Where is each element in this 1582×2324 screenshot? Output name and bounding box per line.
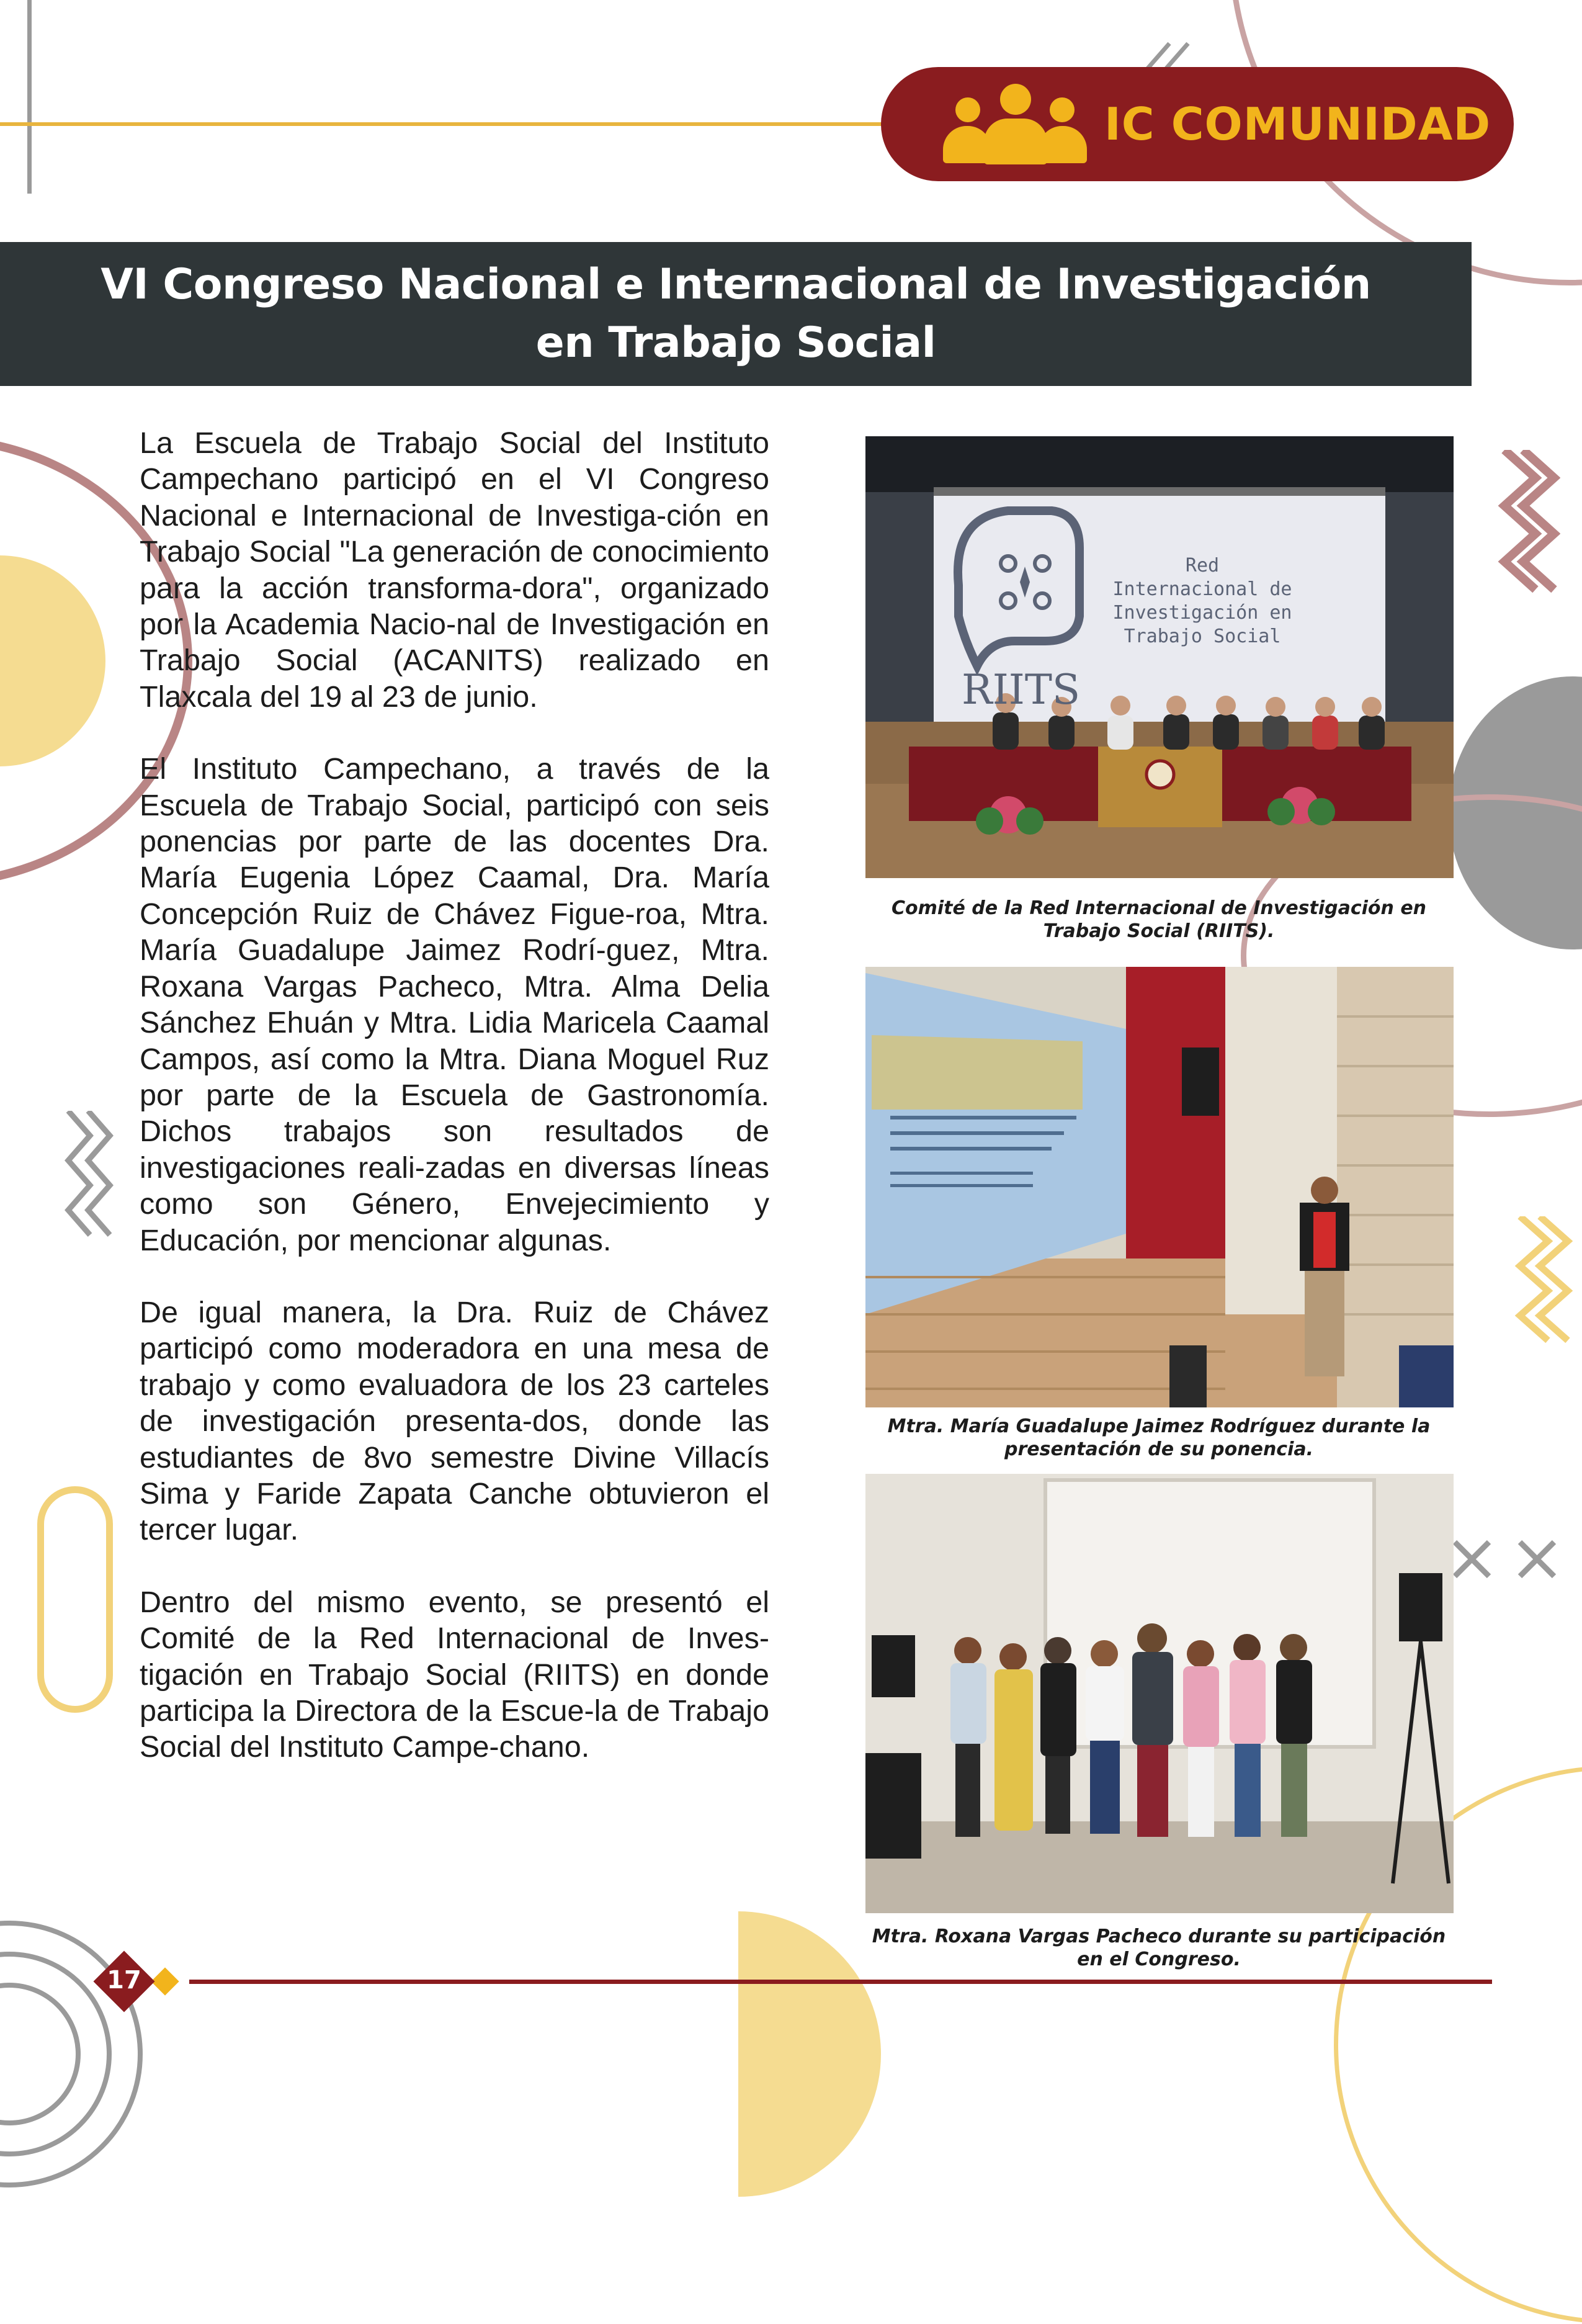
- article-paragraph: Dentro del mismo evento, se presentó el Comité de la Red Internacional de Inves-tigación en Trabajo Social (RIITS) en donde participa la Directora de la Escue-la de Trabajo Social del Instituto Campe-chano.: [140, 1585, 769, 1764]
- screen-text-block: [1100, 554, 1305, 648]
- screen-text-line: Investigación en: [1112, 602, 1292, 624]
- article-paragraph: La Escuela de Trabajo Social del Instituto Campechano participó en el VI Congreso Nacional e Internacional de Investiga-ción en Trabajo Social "La generación de conocimiento para la acción transforma-dora", organizado por la Academia Nacio-nal de Investigación en Trabajo Social (ACANITS) realizado en Tlaxcala del 19 al 23 de junio.: [140, 426, 769, 714]
- article-paragraph: De igual manera, la Dra. Ruiz de Chávez participó como moderadora en una mesa de trabajo y como evaluadora de los 23 carteles de investigación presenta-dos, donde las estudiantes de 8vo semestre Divine Villacís Sima y Faride Zapata Canche obtuvieron el tercer lugar.: [140, 1295, 769, 1547]
- photo-caption: [849, 897, 1469, 943]
- riits-logo-text: RIITS: [962, 666, 1081, 714]
- screen-text-line: Internacional de: [1112, 578, 1292, 600]
- section-badge-label: IC COMUNIDAD: [1104, 98, 1491, 150]
- right-yellow-zigzag: [1508, 1216, 1576, 1365]
- left-yellow-pill-outline: [37, 1486, 113, 1713]
- caption-line: en el Congreso.: [1077, 1949, 1241, 1970]
- right-rose-zigzag: [1492, 450, 1560, 611]
- people-group-icon: [943, 84, 1087, 164]
- top-left-vertical-line: [27, 0, 32, 194]
- article-body: [140, 425, 769, 1801]
- top-gold-rule: [0, 122, 887, 126]
- photo-speaker-presentation: [865, 967, 1454, 1407]
- article-title-line-2: en Trabajo Social: [535, 318, 936, 367]
- caption-line: Mtra. María Guadalupe Jaimez Rodríguez durante la: [887, 1415, 1431, 1437]
- caption-line: Trabajo Social (RIITS).: [1043, 920, 1275, 942]
- caption-line: presentación de su ponencia.: [1004, 1438, 1314, 1460]
- photo-group: [865, 1474, 1454, 1913]
- screen-text-line: Red: [1185, 555, 1220, 577]
- article-title-bar: [0, 242, 1472, 386]
- article-title-line-1: VI Congreso Nacional e Internacional de Investigación: [101, 260, 1371, 309]
- photo-riits-committee: [865, 436, 1454, 878]
- photo-caption: [849, 1415, 1469, 1461]
- page-number: 17: [107, 1966, 141, 1994]
- right-gray-cross-marks: [1449, 1536, 1573, 1586]
- caption-line: Mtra. Roxana Vargas Pacheco durante su participación: [872, 1926, 1446, 1947]
- bottom-yellow-half-circle: [596, 1911, 881, 2197]
- footer-rule: [189, 1980, 1492, 1984]
- footer-gold-diamond: [151, 1967, 179, 1995]
- article-paragraph: El Instituto Campechano, a través de la Escuela de Trabajo Social, participó con seis ponencias por parte de las docentes Dra. María Eugenia López Caamal, Dra. María Concepción Ruiz de Chávez Figue-roa, Mtra. María Guadalupe Jaimez Rodrí-guez, Mtra. Roxana Vargas Pacheco, Mtra. Alma Delia Sánchez Ehuán y Mtra. Lidia Maricela Caamal Campos, así como la Mtra. Diana Moguel Ruz por parte de la Escuela de Gastronomía. Dichos trabajos son resultados de investigaciones reali-zadas en diversas líneas como son Género, Envejecimiento y Educación, por mencionar algunas.: [140, 752, 769, 1257]
- caption-line: Comité de la Red Internacional de Investigación en: [891, 897, 1427, 919]
- photo-caption: [849, 1925, 1469, 1971]
- screen-text-line: Trabajo Social: [1124, 626, 1281, 647]
- section-badge: [881, 67, 1514, 181]
- left-gray-zigzag: [62, 1111, 118, 1260]
